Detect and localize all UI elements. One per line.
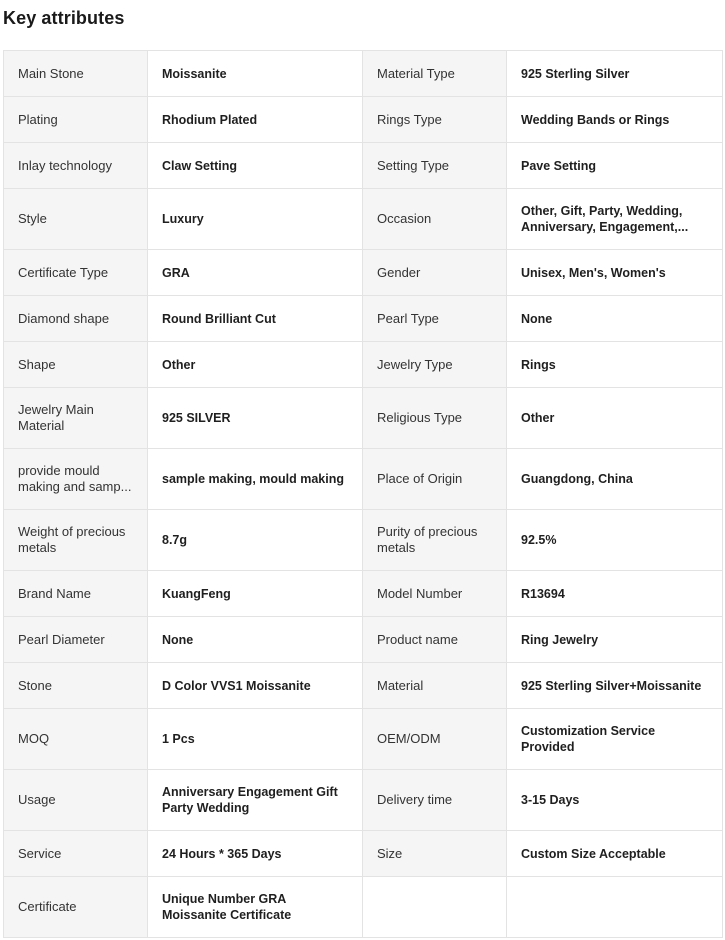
- attr-key: Stone: [4, 663, 148, 709]
- attr-value: Custom Size Acceptable: [507, 831, 723, 877]
- attr-key: Main Stone: [4, 51, 148, 97]
- attr-key: Certificate Type: [4, 250, 148, 296]
- table-row: [4, 189, 723, 250]
- attr-key: Plating: [4, 97, 148, 143]
- table-row: [4, 877, 723, 938]
- attr-key: Diamond shape: [4, 296, 148, 342]
- attr-key: Brand Name: [4, 571, 148, 617]
- attr-key: Gender: [363, 250, 507, 296]
- attr-key: Certificate: [4, 877, 148, 938]
- attr-key: Purity of precious metals: [363, 510, 507, 571]
- table-row: [4, 449, 723, 510]
- attr-value: 925 Sterling Silver: [507, 51, 723, 97]
- attr-value: Moissanite: [148, 51, 363, 97]
- attr-key: Place of Origin: [363, 449, 507, 510]
- attr-value: KuangFeng: [148, 571, 363, 617]
- attr-value: Customization Service Provided: [507, 709, 723, 770]
- attr-value: Wedding Bands or Rings: [507, 97, 723, 143]
- attr-key: Setting Type: [363, 143, 507, 189]
- attr-key: Religious Type: [363, 388, 507, 449]
- attr-value: 8.7g: [148, 510, 363, 571]
- attr-value: 92.5%: [507, 510, 723, 571]
- attr-value: None: [148, 617, 363, 663]
- attr-key: Jewelry Type: [363, 342, 507, 388]
- attr-key: Weight of precious metals: [4, 510, 148, 571]
- attributes-table: [3, 50, 723, 938]
- attr-key: Jewelry Main Material: [4, 388, 148, 449]
- table-row: [4, 709, 723, 770]
- table-row: [4, 296, 723, 342]
- section-title: Key attributes: [3, 8, 125, 28]
- attr-value: 1 Pcs: [148, 709, 363, 770]
- attr-value: Other, Gift, Party, Wedding, Anniversary, Engagement,...: [507, 189, 723, 250]
- attr-value: 24 Hours * 365 Days: [148, 831, 363, 877]
- attr-value: 925 SILVER: [148, 388, 363, 449]
- attr-value: 925 Sterling Silver+Moissanite: [507, 663, 723, 709]
- attr-value: Pave Setting: [507, 143, 723, 189]
- empty-cell: [507, 877, 723, 938]
- table-row: [4, 510, 723, 571]
- attr-key: Occasion: [363, 189, 507, 250]
- attr-value: Unisex, Men's, Women's: [507, 250, 723, 296]
- attr-value: GRA: [148, 250, 363, 296]
- attr-key: Pearl Diameter: [4, 617, 148, 663]
- attr-key: Pearl Type: [363, 296, 507, 342]
- attr-value: Rings: [507, 342, 723, 388]
- attr-key: Material Type: [363, 51, 507, 97]
- attr-value: R13694: [507, 571, 723, 617]
- attr-value: None: [507, 296, 723, 342]
- attr-value: Unique Number GRA Moissanite Certificate: [148, 877, 363, 938]
- empty-cell: [363, 877, 507, 938]
- table-row: [4, 831, 723, 877]
- table-row: [4, 342, 723, 388]
- attr-key: Shape: [4, 342, 148, 388]
- table-row: [4, 97, 723, 143]
- attr-value: Luxury: [148, 189, 363, 250]
- attr-value: Anniversary Engagement Gift Party Wedding: [148, 770, 363, 831]
- attr-key: Usage: [4, 770, 148, 831]
- attr-key: Product name: [363, 617, 507, 663]
- attr-value: Rhodium Plated: [148, 97, 363, 143]
- attr-key: OEM/ODM: [363, 709, 507, 770]
- attr-key: provide mould making and samp...: [4, 449, 148, 510]
- attr-key: Material: [363, 663, 507, 709]
- attr-value: Guangdong, China: [507, 449, 723, 510]
- table-row: [4, 51, 723, 97]
- table-row: [4, 250, 723, 296]
- attr-value: D Color VVS1 Moissanite: [148, 663, 363, 709]
- table-row: [4, 617, 723, 663]
- attr-key: Inlay technology: [4, 143, 148, 189]
- table-row: [4, 388, 723, 449]
- attr-key: Style: [4, 189, 148, 250]
- table-row: [4, 143, 723, 189]
- attr-value: Round Brilliant Cut: [148, 296, 363, 342]
- table-row: [4, 770, 723, 831]
- attr-value: Other: [507, 388, 723, 449]
- attr-key: MOQ: [4, 709, 148, 770]
- attr-key: Size: [363, 831, 507, 877]
- attr-value: 3-15 Days: [507, 770, 723, 831]
- attr-value: Other: [148, 342, 363, 388]
- attr-key: Model Number: [363, 571, 507, 617]
- attr-key: Rings Type: [363, 97, 507, 143]
- attr-value: Claw Setting: [148, 143, 363, 189]
- table-row: [4, 663, 723, 709]
- attr-value: sample making, mould making: [148, 449, 363, 510]
- attr-value: Ring Jewelry: [507, 617, 723, 663]
- table-row: [4, 571, 723, 617]
- attr-key: Service: [4, 831, 148, 877]
- attr-key: Delivery time: [363, 770, 507, 831]
